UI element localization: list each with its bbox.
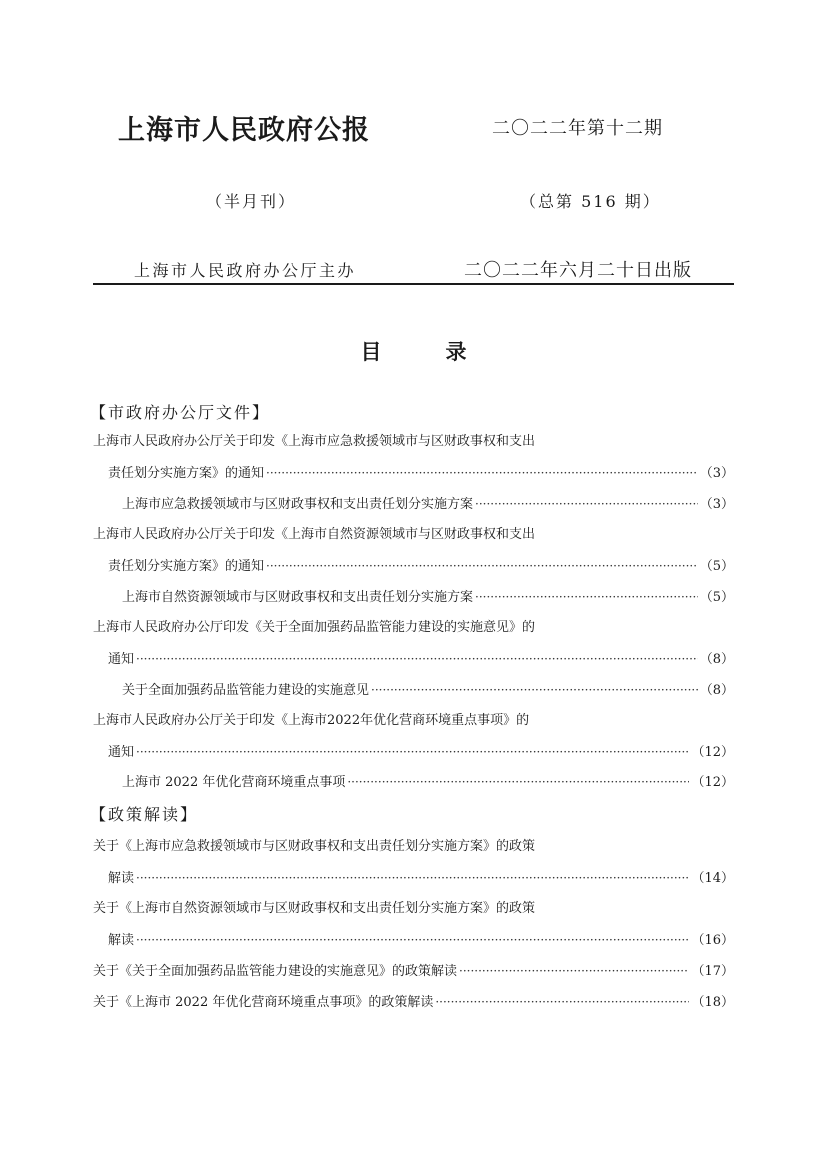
section-heading-policy-interpretation: 【政策解读】 [90,805,199,824]
toc-entry-text: 责任划分实施方案》的通知 [108,466,265,481]
leader-dots [475,493,698,515]
page-number: （5） [699,590,734,605]
page-number: （12） [691,775,734,790]
issue-number: 二〇二二年第十二期 [492,118,663,139]
page-number: （8） [699,652,734,667]
toc-entry-3[interactable] [108,555,734,577]
leader-dots [475,586,698,608]
page-number: （8） [699,683,734,698]
publication-title: 上海市人民政府公报 [118,115,370,146]
toc-entry-7-line1[interactable]: 上海市人民政府办公厅关于印发《上海市2022年优化营商环境重点事项》的 [93,713,530,728]
page-number: （3） [699,497,734,512]
toc-entry-5[interactable] [108,648,734,670]
page-number: （16） [691,933,734,948]
toc-entry-4[interactable] [122,586,734,608]
leader-dots [266,462,698,484]
frequency-label: （半月刊） [206,192,297,211]
toc-entry-9-line1[interactable]: 关于《上海市应急救援领域市与区财政事权和支出责任划分实施方案》的政策 [93,839,536,854]
page-number: （12） [691,745,734,760]
toc-entry-text: 解读 [108,933,135,948]
toc-entry-text: 上海市 2022 年优化营商环境重点事项 [122,775,346,790]
toc-entry-1-line1[interactable]: 上海市人民政府办公厅关于印发《上海市应急救援领域市与区财政事权和支出 [93,434,536,449]
toc-entry-1[interactable] [108,462,734,484]
page-number: （14） [691,871,734,886]
toc-entry-text: 上海市自然资源领域市与区财政事权和支出责任划分实施方案 [122,590,474,605]
toc-entry-text: 关于《上海市 2022 年优化营商环境重点事项》的政策解读 [93,995,434,1010]
toc-entry-10-line1[interactable]: 关于《上海市自然资源领域市与区财政事权和支出责任划分实施方案》的政策 [93,901,536,916]
sponsor-label: 上海市人民政府办公厅主办 [134,261,357,280]
leader-dots [435,991,689,1013]
leader-dots [136,741,689,763]
toc-entry-7[interactable] [108,741,734,763]
page-number: （18） [691,995,734,1010]
toc-entry-text: 责任划分实施方案》的通知 [108,559,265,574]
toc-entry-text: 上海市应急救援领域市与区财政事权和支出责任划分实施方案 [122,497,474,512]
toc-entry-2[interactable] [122,493,734,515]
section-heading-office-documents: 【市政府办公厅文件】 [90,403,271,422]
toc-entry-text: 解读 [108,871,135,886]
toc-entry-10[interactable] [108,929,734,951]
toc-entry-9[interactable] [108,867,734,889]
leader-dots [136,929,689,951]
page-number: （3） [699,466,734,481]
leader-dots [136,648,698,670]
leader-dots [266,555,698,577]
toc-entry-text: 通知 [108,652,135,667]
leader-dots [371,679,698,701]
toc-entry-text: 关于全面加强药品监管能力建设的实施意见 [122,683,370,698]
toc-entry-text: 通知 [108,745,135,760]
page-number: （17） [691,964,734,979]
publish-date: 二〇二二年六月二十日出版 [464,260,692,281]
toc-entry-12[interactable] [93,991,734,1013]
leader-dots [459,960,689,982]
toc-title: 目录 [360,339,531,364]
header-rule [93,283,734,285]
toc-entry-3-line1[interactable]: 上海市人民政府办公厅关于印发《上海市自然资源领域市与区财政事权和支出 [93,527,536,542]
toc-entry-8[interactable] [122,771,734,793]
toc-entry-5-line1[interactable]: 上海市人民政府办公厅印发《关于全面加强药品监管能力建设的实施意见》的 [93,620,536,635]
toc-entry-11[interactable] [93,960,734,982]
toc-entry-6[interactable] [122,679,734,701]
leader-dots [136,867,689,889]
total-issue-label: （总第 516 期） [520,192,661,211]
leader-dots [347,771,689,793]
toc-entry-text: 关于《关于全面加强药品监管能力建设的实施意见》的政策解读 [93,964,458,979]
page-number: （5） [699,559,734,574]
